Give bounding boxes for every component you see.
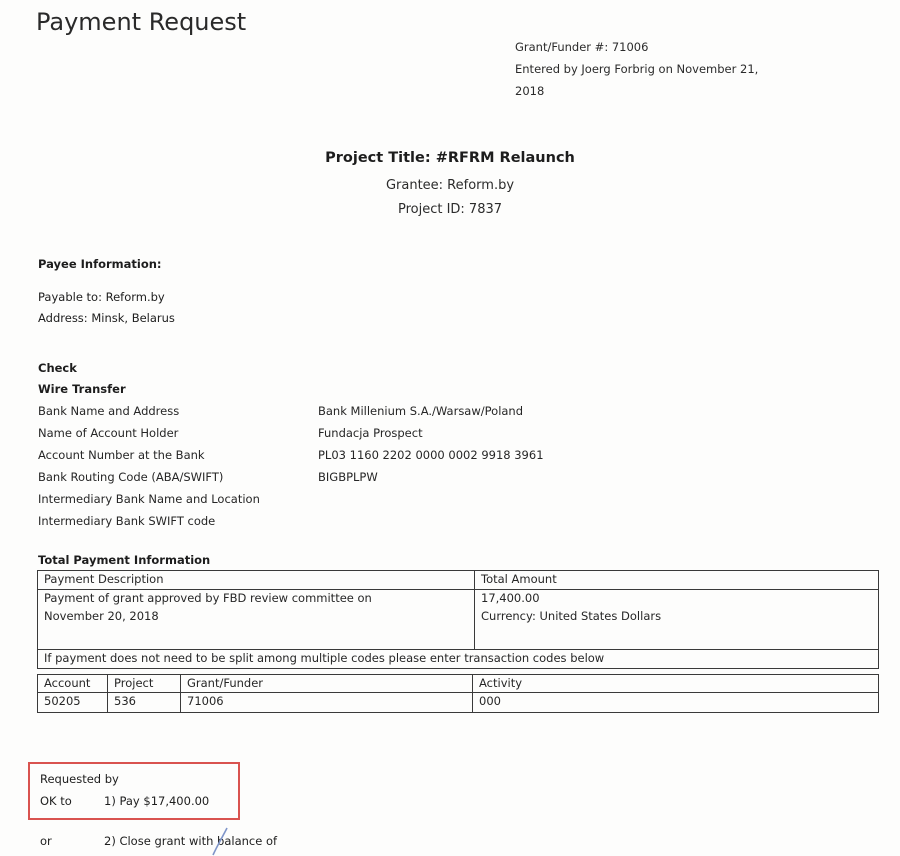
option-close-grant: 2) Close grant with balance of — [104, 834, 278, 848]
code-header-grant-funder: Grant/Funder — [181, 675, 473, 693]
account-number-value: PL03 1160 2202 0000 0002 9918 3961 — [318, 448, 544, 462]
project-title: Project Title: #RFRM Relaunch — [325, 150, 575, 166]
payment-description-cell — [38, 590, 475, 650]
code-value-project: 536 — [108, 693, 181, 713]
total-amount-cell — [475, 590, 879, 650]
transaction-codes-table — [37, 674, 879, 713]
col-payment-description: Payment Description — [38, 571, 475, 590]
grantee: Grantee: Reform.by — [385, 178, 515, 193]
highlight-box — [28, 762, 240, 820]
account-number-label: Account Number at the Bank — [38, 448, 205, 462]
payable-to: Payable to: Reform.by — [38, 290, 165, 304]
page-title: Payment Request — [36, 8, 247, 36]
check-label: Check — [38, 361, 77, 375]
bank-name-value: Bank Millenium S.A./Warsaw/Poland — [318, 404, 524, 418]
code-value-account: 50205 — [38, 693, 108, 713]
bank-name-label: Bank Name and Address — [38, 404, 180, 418]
payment-table — [37, 570, 879, 669]
code-value-activity: 000 — [473, 693, 879, 713]
routing-code-value: BIGBPLPW — [318, 470, 378, 484]
or-label: or — [40, 834, 52, 848]
description-line-2: November 20, 2018 — [44, 609, 159, 623]
option-pay: 1) Pay $17,400.00 — [104, 794, 210, 808]
routing-code-label: Bank Routing Code (ABA/SWIFT) — [38, 470, 224, 484]
payee-heading: Payee Information: — [38, 257, 162, 271]
code-header-account: Account — [38, 675, 108, 693]
address: Address: Minsk, Belarus — [38, 311, 175, 325]
split-note: If payment does not need to be split among multiple codes please enter transaction codes below — [38, 650, 879, 669]
account-holder-value: Fundacja Prospect — [318, 426, 423, 440]
description-line-1: Payment of grant approved by FBD review committee on — [44, 591, 372, 605]
code-header-project: Project — [108, 675, 181, 693]
code-value-grant-funder: 71006 — [181, 693, 473, 713]
pen-mark — [205, 826, 235, 856]
grant-funder-number: Grant/Funder #: 71006 — [515, 40, 649, 54]
col-total-amount: Total Amount — [475, 571, 879, 590]
account-holder-label: Name of Account Holder — [38, 426, 179, 440]
entered-by-line: Entered by Joerg Forbrig on November 21, — [515, 62, 759, 76]
currency-value: Currency: United States Dollars — [481, 609, 662, 623]
total-payment-heading: Total Payment Information — [38, 553, 211, 567]
requested-by: Requested by — [40, 772, 119, 786]
entered-by-year: 2018 — [515, 84, 545, 98]
wire-transfer-label: Wire Transfer — [38, 382, 126, 396]
project-id: Project ID: 7837 — [397, 202, 503, 217]
amount-value: 17,400.00 — [481, 591, 540, 605]
code-header-activity: Activity — [473, 675, 879, 693]
intermediary-swift-label: Intermediary Bank SWIFT code — [38, 514, 216, 528]
intermediary-bank-label: Intermediary Bank Name and Location — [38, 492, 260, 506]
ok-to-label: OK to — [40, 794, 72, 808]
